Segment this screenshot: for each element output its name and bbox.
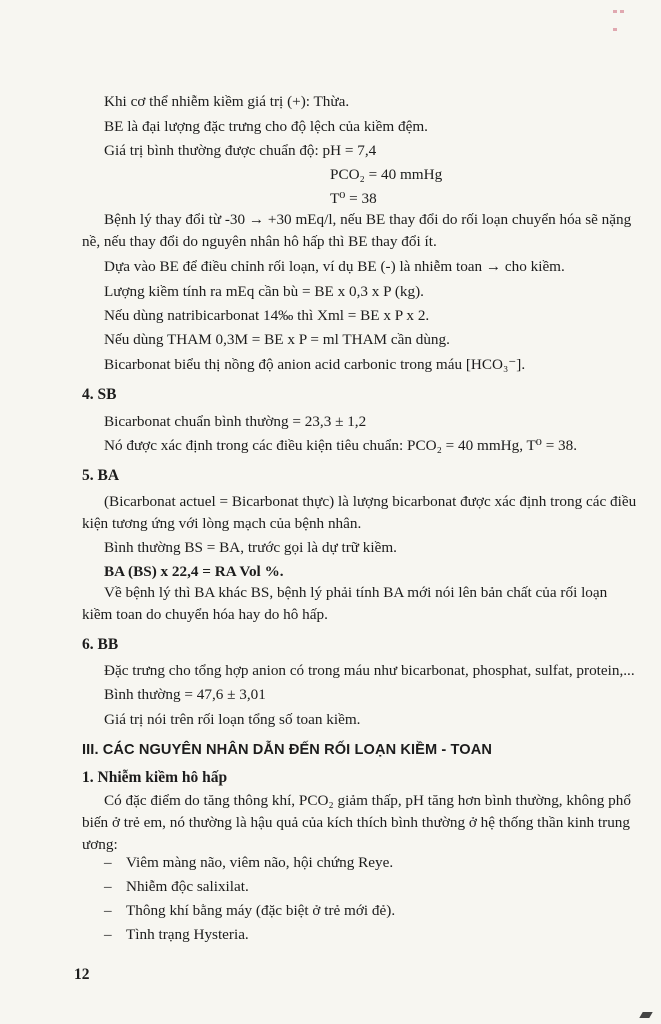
paragraph: (Bicarbonat actuel = Bicarbonat thực) là lượng bicarbonat được xác định trong các điều kiện tương ứng với lòng mạch của bệnh nhân. xyxy=(82,493,637,532)
corner-mark xyxy=(639,1012,652,1018)
section-heading: 5. BA xyxy=(82,467,120,484)
paragraph: Về bệnh lý thì BA khác BS, bệnh lý phải tính BA mới nói lên bản chất của rối loạn kiềm toan do chuyển hóa hay do hô hấp. xyxy=(82,584,608,623)
section-heading: 1. Nhiễm kiềm hô hấp xyxy=(82,769,228,786)
text-line: Bình thường BS = BA, trước gọi là dự trữ kiềm. xyxy=(104,539,397,556)
text-line: Dựa vào BE để điều chỉnh rối loạn, ví dụ BE (-) là nhiễm toan → cho kiềm. xyxy=(104,258,565,275)
page-number: 12 xyxy=(74,966,90,983)
text-line: Bicarbonat biểu thị nồng độ anion acid carbonic trong máu [HCO₃⁻]. xyxy=(104,356,526,373)
text-line: Nó được xác định trong các điều kiện tiêu chuẩn: PCO₂ = 40 mmHg, T⁰ = 38. xyxy=(104,437,578,454)
bullet-dash: – xyxy=(104,854,112,871)
bullet-dash: – xyxy=(104,878,112,895)
text-line: BA (BS) x 22,4 = RA Vol %. xyxy=(104,563,284,580)
text-line: Đặc trưng cho tổng hợp anion có trong máu như bicarbonat, phosphat, sulfat, protein,... xyxy=(104,662,635,679)
section-heading: 6. BB xyxy=(82,636,119,653)
text-line: Nếu dùng natribicarbonat 14‰ thì Xml = BE x P x 2. xyxy=(104,307,430,324)
text-line: PCO₂ = 40 mmHg xyxy=(330,166,443,183)
text-line: Bicarbonat chuẩn bình thường = 23,3 ± 1,2 xyxy=(104,413,367,430)
text-line: Giá trị bình thường được chuẩn độ: pH = 7,4 xyxy=(104,142,377,159)
text-line: Lượng kiềm tính ra mEq cần bù = BE x 0,3 x P (kg). xyxy=(104,283,424,300)
section-heading: 4. SB xyxy=(82,386,117,403)
paragraph: Có đặc điểm do tăng thông khí, PCO₂ giảm thấp, pH tăng hơn bình thường, không phổ biến ở trẻ em, nó thường là hậu quả của kích thích bình thường ở hệ thống thần kinh trung ương: xyxy=(82,792,631,853)
corner-mark xyxy=(613,0,633,6)
chapter-heading: III. CÁC NGUYÊN NHÂN DẪN ĐẾN RỐI LOẠN KIỀM - TOAN xyxy=(82,742,493,758)
bullet-dash: – xyxy=(104,902,112,919)
list-item: – Viêm màng não, viêm não, hội chứng Reye. xyxy=(104,854,394,871)
text-line: Khi cơ thể nhiễm kiềm giá trị (+): Thừa. xyxy=(104,93,350,110)
text-line: Bình thường = 47,6 ± 3,01 xyxy=(104,686,266,703)
list-item: – Thông khí bằng máy (đặc biệt ở trẻ mới đẻ). xyxy=(104,902,396,919)
text-line: Giá trị nói trên rối loạn tổng số toan kiềm. xyxy=(104,711,361,728)
text-line: BE là đại lượng đặc trưng cho độ lệch của kiềm đệm. xyxy=(104,118,428,135)
list-item: – Nhiễm độc salixilat. xyxy=(104,878,249,895)
text-line: T⁰ = 38 xyxy=(330,190,377,207)
bullet-dash: – xyxy=(104,926,112,943)
text-line: Nếu dùng THAM 0,3M = BE x P = ml THAM cần dùng. xyxy=(104,331,450,348)
paragraph: Bệnh lý thay đổi từ -30 → +30 mEq/l, nếu BE thay đổi do rối loạn chuyển hóa sẽ nặng nề, nếu thay đổi do nguyên nhân hô hấp thì BE thay đổi ít. xyxy=(82,211,632,250)
list-item: – Tình trạng Hysteria. xyxy=(104,926,249,943)
